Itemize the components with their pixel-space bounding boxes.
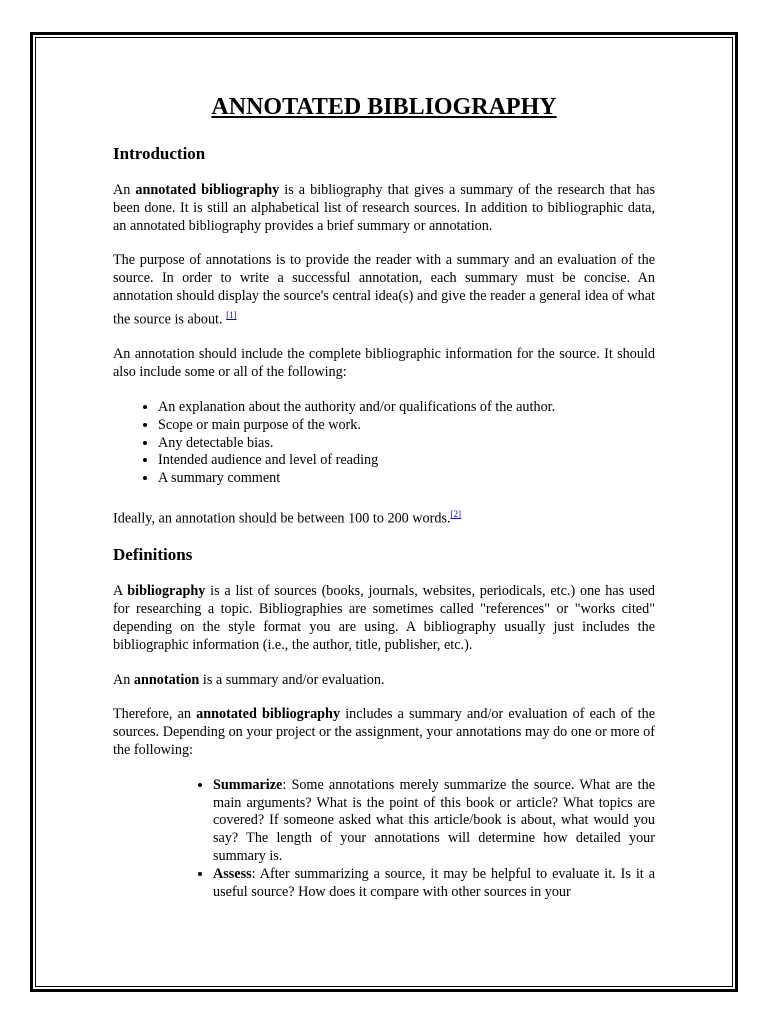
- def-p3-bold-term: annotated bibliography: [196, 706, 341, 723]
- intro-paragraph-1: [113, 182, 655, 235]
- intro-p1-lead: An: [113, 182, 136, 198]
- annotation-purposes-list: [113, 777, 655, 902]
- document-body: [113, 92, 655, 901]
- intro-p1-text: is a bibliography that gives a summary of the research that has been done. It is still an alphabetical list of research sources. In addition to bibliographic data, an annotated bibliography provides a brief summary or annotation.: [113, 182, 655, 234]
- def-p1-bold-term: bibliography: [127, 583, 206, 600]
- list-item: • Intended audience and level of reading: [158, 452, 655, 470]
- def-p3-text: includes a summary and/or evaluation of each of the sources. Depending on your project or the assignment, your annotations may do one or more of the following:: [113, 706, 655, 758]
- footnote-link-1[interactable]: [1]: [226, 309, 237, 320]
- footnote-link-2[interactable]: [2]: [450, 508, 462, 519]
- intro-paragraph-4: [113, 505, 655, 529]
- intro-paragraph-3: An annotation should include the complete bibliographic information for the source. It should also include some or all of the following:: [113, 346, 655, 381]
- introduction-heading: Introduction: [113, 144, 206, 163]
- def-p2-bold-term: annotation: [133, 671, 200, 688]
- definitions-heading: Definitions: [113, 545, 193, 565]
- definitions-paragraph-2: [113, 672, 655, 690]
- list-item: • An explanation about the authority and/or qualifications of the author.: [158, 399, 655, 417]
- annotation-contents-list: [113, 399, 655, 488]
- def-p1-lead: A: [113, 583, 128, 600]
- definitions-paragraph-3: [113, 706, 655, 759]
- def-p3-lead: Therefore, an: [113, 706, 197, 723]
- list-item-term: Summarize: [213, 776, 283, 793]
- list-item: • Any detectable bias.: [158, 435, 655, 453]
- list-item: • A summary comment: [158, 470, 655, 488]
- def-p2-text: is a summary and/or evaluation.: [199, 671, 385, 688]
- intro-paragraph-2: [113, 252, 655, 329]
- list-item-term: Assess: [213, 865, 252, 882]
- intro-p4-text: Ideally, an annotation should be between 100 to 200 words.: [113, 510, 451, 527]
- list-item: • Scope or main purpose of the work.: [158, 417, 655, 435]
- list-item: [213, 866, 655, 902]
- intro-p1-bold-term: annotated bibliography: [135, 182, 280, 198]
- def-p2-lead: An: [113, 671, 134, 688]
- intro-p2-text: The purpose of annotations is to provide the reader with a summary and an evaluation of the source. In order to write a successful annotation, each summary must be concise. An annotation should display the source's central idea(s) and give the reader a general idea of what the source is about.: [113, 252, 655, 328]
- def-p1-text: is a list of sources (books, journals, websites, periodicals, etc.) one has used for researching a topic. Bibliographies are sometimes called "references" or "works cited" depending on the style format you are using. A bibliography usually just includes the bibliographic information (i.e., the author, title, publisher, etc.).: [113, 583, 655, 653]
- list-item-text: : After summarizing a source, it may be helpful to evaluate it. Is it a useful source? How does it compare with other sources in your: [213, 865, 655, 900]
- definitions-paragraph-1: [113, 583, 655, 654]
- document-title: ANNOTATED BIBLIOGRAPHY: [211, 94, 557, 120]
- list-item-text: : Some annotations merely summarize the source. What are the main arguments? What is the point of this book or article? What topics are covered? If someone asked what this article/book is about, what would you say? The length of your annotations will determine how detailed your summary is.: [213, 776, 655, 864]
- list-item: [213, 777, 655, 866]
